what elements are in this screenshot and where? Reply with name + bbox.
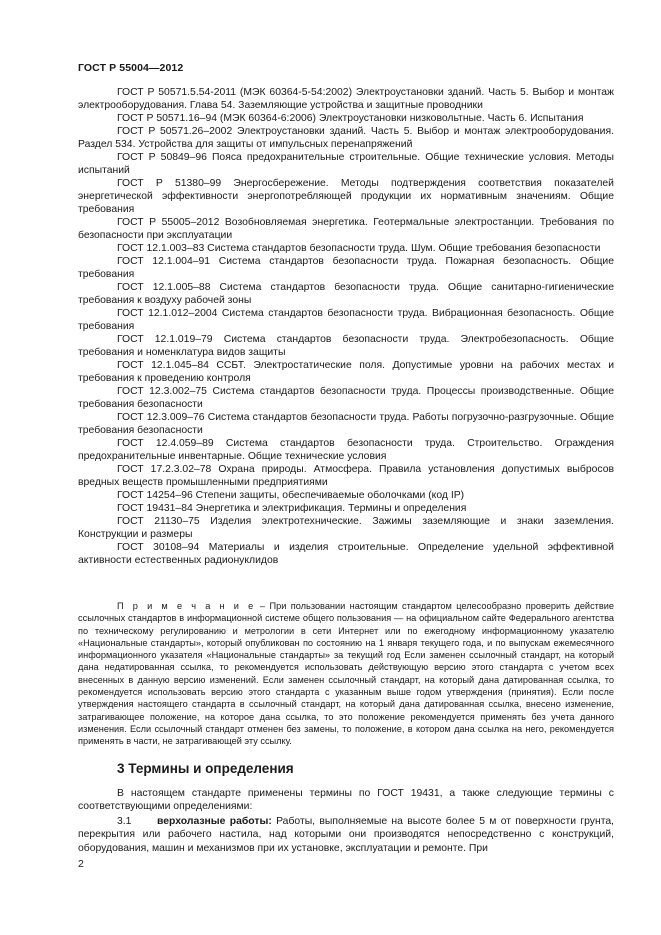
term-name: верхолазные работы: [157,816,272,827]
term-text: Работы, выполняемые на высоте более 5 м от поверхности грунта, перекрытия или рабочего настила, над которыми они производятся непосредственно с конструкций, оборудования, машин и механизмов при их установке, эксплуатации и ремонте. При [78,816,614,854]
page-number: 2 [78,858,84,870]
reference-item: ГОСТ 14254–96 Степени защиты, обеспечиваемые оболочками (код IP) [117,490,465,501]
reference-item: ГОСТ 12.1.004–91 Система стандартов безопасности труда. Пожарная безопасность. Общие требования [78,256,614,280]
normative-references-list [78,86,614,567]
reference-item: ГОСТ Р 50571.26–2002 Электроустановки зданий. Часть 5. Выбор и монтаж электрооборудования. Раздел 534. Устройства для защиты от импульсных перенапряжений [78,126,614,150]
reference-item: ГОСТ 19431–84 Энергетика и электрификация. Термины и определения [117,503,467,514]
section-intro: В настоящем стандарте применены термины по ГОСТ 19431, а также следующие термины с соответствующими определениями: [78,788,614,812]
note-label: П р и м е ч а н и е [117,601,256,611]
reference-item: ГОСТ 12.1.019–79 Система стандартов безопасности труда. Электробезопасность. Общие требования и номенклатура видов защиты [78,334,614,358]
reference-item: ГОСТ 12.1.045–84 ССБТ. Электростатические поля. Допустимые уровни на рабочих местах и требования к проведению контроля [78,360,614,384]
reference-item: ГОСТ 12.1.005–88 Система стандартов безопасности труда. Общие санитарно-гигиенические требования к воздуху рабочей зоны [78,282,614,306]
section-heading: 3 Термины и определения [117,761,294,776]
reference-item: ГОСТ 17.2.3.02–78 Охрана природы. Атмосфера. Правила установления допустимых выбросов вредных веществ промышленными предприятиями [78,464,614,488]
reference-item: ГОСТ 30108–94 Материалы и изделия строительные. Определение удельной эффективной активности естественных радионуклидов [78,542,614,566]
term-number: 3.1 [117,816,132,827]
reference-item: ГОСТ Р 50849–96 Пояса предохранительные строительные. Общие технические условия. Методы испытаний [78,152,614,176]
reference-item: ГОСТ 12.3.009–76 Система стандартов безопасности труда. Работы погрузочно-разгрузочные. Общие требования безопасности [78,412,614,436]
reference-item: ГОСТ 12.1.003–83 Система стандартов безопасности труда. Шум. Общие требования безопасности [117,243,601,254]
reference-item: ГОСТ Р 50571.5.54-2011 (МЭК 60364-5-54:2002) Электроустановки зданий. Часть 5. Выбор и монтаж электрооборудования. Глава 54. Заземляющие устройства и защитные проводники [78,87,614,111]
reference-item: ГОСТ 12.4.059–89 Система стандартов безопасности труда. Строительство. Ограждения предохранительные инвентарные. Общие технические условия [78,438,614,462]
reference-item: ГОСТ 12.1.012–2004 Система стандартов безопасности труда. Вибрационная безопасность. Общие требования [78,308,614,332]
reference-item: ГОСТ Р 55005–2012 Возобновляемая энергетика. Геотермальные электростанции. Требования по безопасности при эксплуатации [78,217,614,241]
reference-item: ГОСТ Р 51380–99 Энергосбережение. Методы подтверждения соответствия показателей энергетической эффективности энергопотребляющей продукции их нормативным значениям. Общие требования [78,178,614,215]
note-paragraph [78,600,614,748]
reference-item: ГОСТ 21130–75 Изделия электротехнические. Зажимы заземляющие и знаки заземления. Конструкции и размеры [78,516,614,540]
note-text: – При пользовании настоящим стандартом целесообразно проверить действие ссылочных стандартов в информационной системе общего пользования — на официальном сайте Федерального агентства по техническому регулированию и метрологии в сети Интернет или по ежегодному информационному указателю «Национальные стандарты», который опубликован по состоянию на 1 января текущего года, и по выпускам ежемесячного информационного указателя «Национальные стандарты» за текущий год Если заменен ссылочный стандарт, на который дана недатированная ссылка, то рекомендуется использовать действующую версию этого стандарта с учетом всех внесенных в данную версию изменений. Если заменен ссылочный стандарт, на который дана датированная ссылка, то рекомендуется использовать версию этого стандарта с указанным выше годом утверждения (принятия). Если после утверждения настоящего стандарта в ссылочный стандарт, на который дана датированная ссылка, внесено изменение, затрагивающее положение, на которое дана ссылка, то это положение рекомендуется применять без учета данного изменения. Если ссылочный стандарт отменен без замены, то положение, в котором дана ссылка на него, рекомендуется применять в части, не затрагивающей эту ссылку. [78,601,614,747]
term-definition [78,815,614,855]
reference-item: ГОСТ 12.3.002–75 Система стандартов безопасности труда. Процессы производственные. Общие требования безопасности [78,386,614,410]
document-header: ГОСТ Р 55004—2012 [78,62,184,74]
reference-item: ГОСТ Р 50571.16–94 (МЭК 60364-6:2006) Электроустановки низковольтные. Часть 6. Испытания [117,113,584,124]
